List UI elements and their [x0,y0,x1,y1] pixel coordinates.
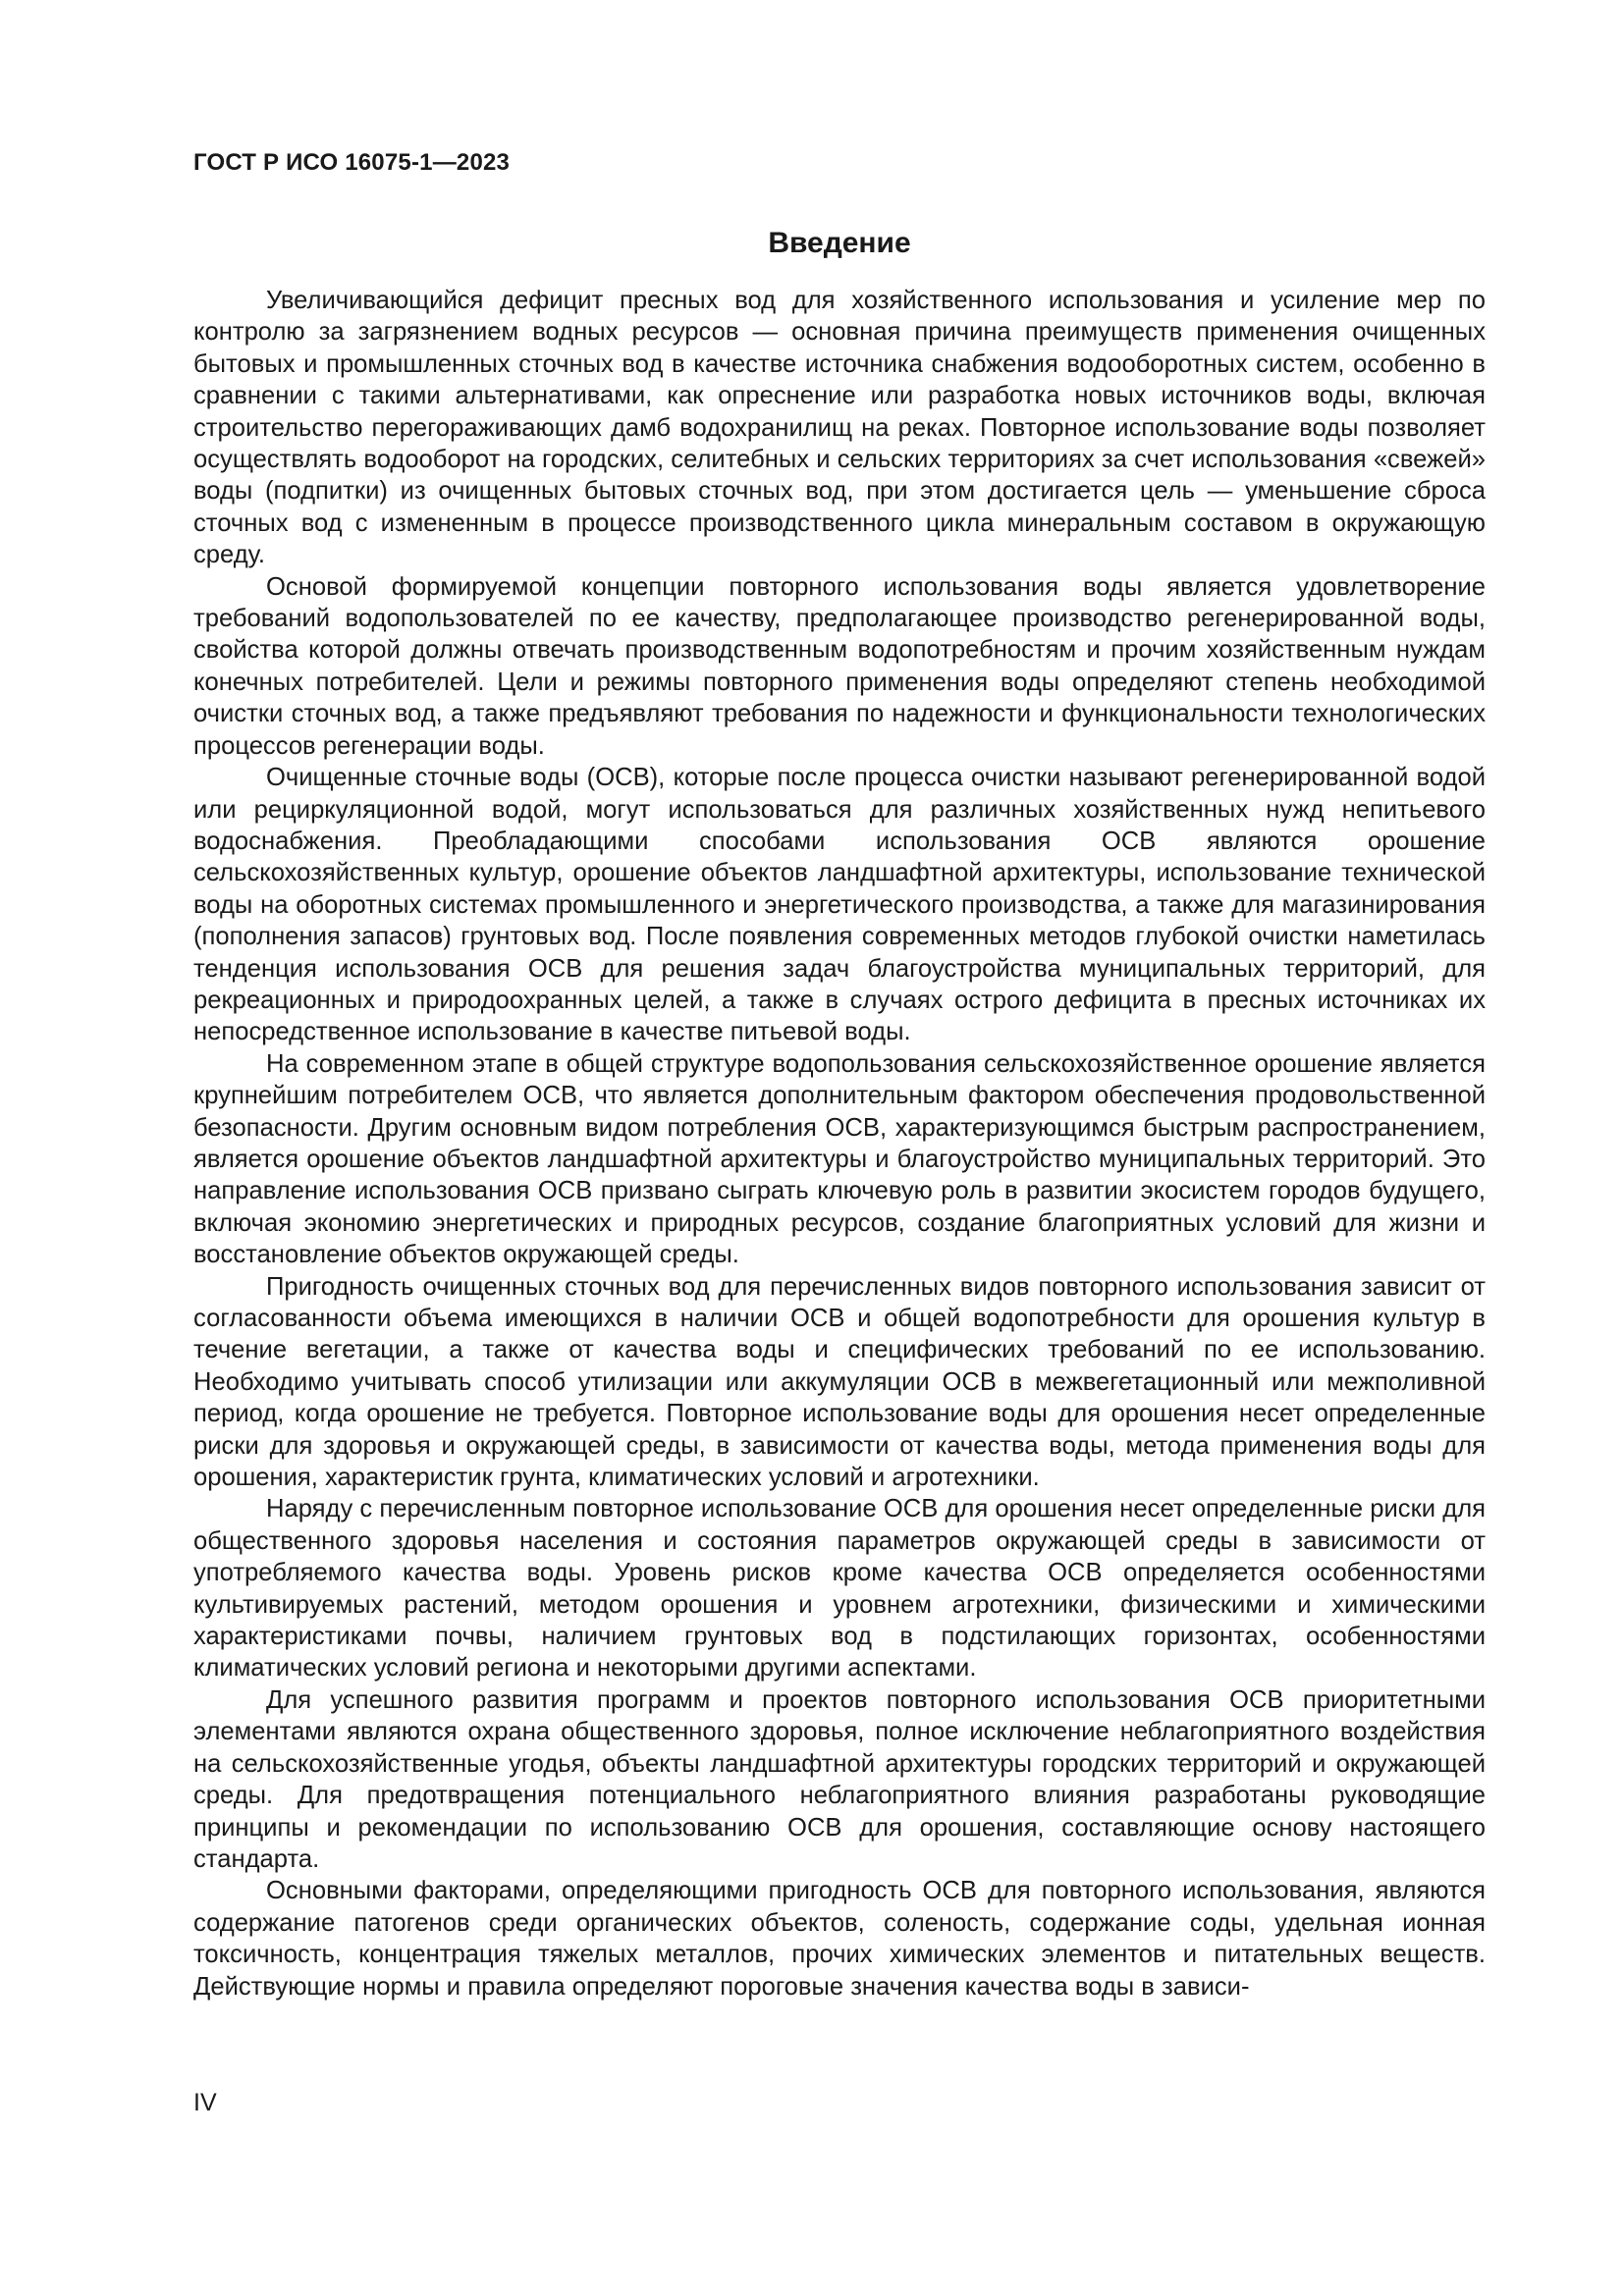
paragraph: Для успешного развития программ и проектов повторного использования ОСВ приоритетными элементами являются охрана общественного здоровья, полное исключение неблагоприятного воздействия на сельскохозяйственные угодья, объекты ландшафтной архитектуры городских территорий и окружающей среды. Для предотвращения потенциального неблагоприятного влияния разработаны руководящие принципы и рекомендации по использованию ОСВ для орошения, составляющие основу настоящего стандарта. [193,1685,1486,1873]
paragraph: Увеличивающийся дефицит пресных вод для хозяйственного использования и усиление мер по контролю за загрязнением водных ресурсов — основная причина преимуществ применения очищенных бытовых и промышленных сточных вод в качестве источника снабжения водооборотных систем, особенно в сравнении с такими альтернативами, как опреснение или разработка новых источников воды, включая строительство перегораживающих дамб водохранилищ на реках. Повторное использование воды позволяет осуществлять водооборот на городских, селитебных и сельских территориях за счет использования «свежей» воды (подпитки) из очищенных бытовых сточных вод, при этом достигается цель — уменьшение сброса сточных вод с измененным в процессе производственного цикла минеральным составом в окружающую среду. [193,287,1486,569]
document-code: ГОСТ Р ИСО 16075-1—2023 [193,149,511,176]
paragraph: На современном этапе в общей структуре водопользования сельскохозяйственное орошение является крупнейшим потребителем ОСВ, что является дополнительным фактором обеспечения продовольственной безопасности. Другим основным видом потребления ОСВ, характеризующимся быстрым распространением, является орошение объектов ландшафтной архитектуры и благоустройство муниципальных территорий. Это направление использования ОСВ призвано сыграть ключевую роль в развитии экосистем городов будущего, включая экономию энергетических и природных ресурсов, создание благоприятных условий для жизни и восстановление объектов окружающей среды. [193,1049,1486,1269]
page-number: IV [193,2089,217,2116]
paragraph: Основными факторами, определяющими пригодность ОСВ для повторного использования, являются содержание патогенов среди органических объектов, соленость, содержание соды, удельная ионная токсичность, концентрация тяжелых металлов, прочих химических элементов и питательных веществ. Действующие нормы и правила определяют пороговые значения качества воды в зависи- [193,1877,1486,2001]
paragraph: Пригодность очищенных сточных вод для перечисленных видов повторного использования зависит от согласованности объема имеющихся в наличии ОСВ и общей водопотребности для орошения культур в течение вегетации, а также от качества воды и специфических требований по ее использованию. Необходимо учитывать способ утилизации или аккумуляции ОСВ в межвегетационный или межполивной период, когда орошение не требуется. Повторное использование воды для орошения несет определенные риски для здоровья и окружающей среды, в зависимости от качества воды, метода применения воды для орошения, характеристик грунта, климатических условий и агротехники. [193,1272,1486,1492]
paragraph: Очищенные сточные воды (ОСВ), которые после процесса очистки называют регенерированной водой или рециркуляционной водой, могут использоваться для различных хозяйственных нужд непитьевого водоснабжения. Преобладающими способами использования ОСВ являются орошение сельскохозяйственных культур, орошение объектов ландшафтной архитектуры, использование технической воды на оборотных системах промышленного и энергетического производства, а также для магазинирования (пополнения запасов) грунтовых вод. После появления современных методов глубокой очистки наметилась тенденция использования ОСВ для решения задач благоустройства муниципальных территорий, для рекреационных и природоохранных целей, а также в случаях острого дефицита в пресных источниках их непосредственное использование в качестве питьевой воды. [193,764,1486,1046]
paragraph: Основой формируемой концепции повторного использования воды является удовлетворение требований водопользователей по ее качеству, предполагающее производство регенерированной воды, свойства которой должны отвечать производственным водопотребностям и прочим хозяйственным нуждам конечных потребителей. Цели и режимы повторного применения воды определяют степень необходимой очистки сточных вод, а также предъявляют требования по надежности и функциональности технологических процессов регенерации воды. [193,572,1486,760]
paragraph: Наряду с перечисленным повторное использование ОСВ для орошения несет определенные риски для общественного здоровья населения и состояния параметров окружающей среды в зависимости от употребляемого качества воды. Уровень рисков кроме качества ОСВ определяется особенностями культивируемых растений, методом орошения и уровнем агротехники, физическими и химическими характеристиками почвы, наличием грунтовых вод в подстилающих горизонтах, особенностями климатических условий региона и некоторыми другими аспектами. [193,1495,1486,1682]
body-text [193,285,1486,2002]
section-title: Введение [768,227,911,259]
